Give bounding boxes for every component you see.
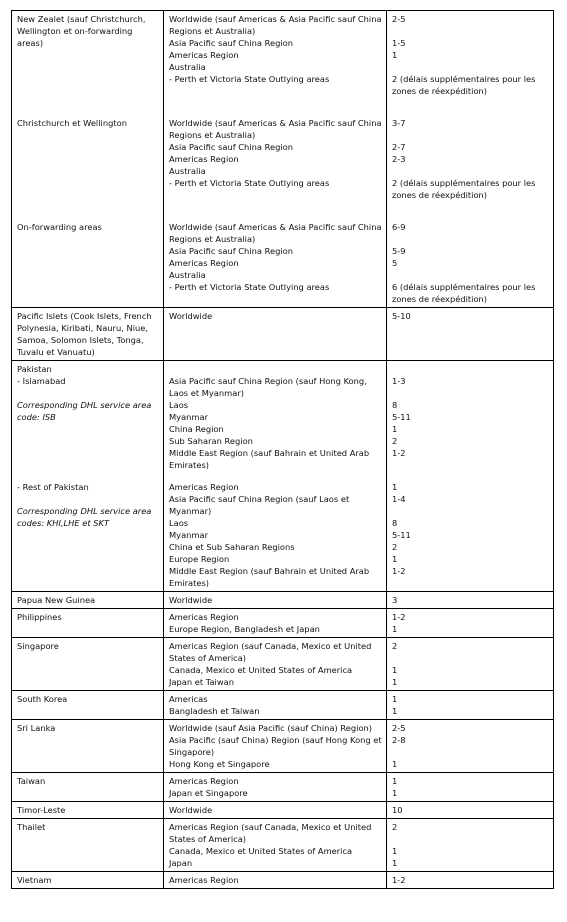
country-cell bbox=[12, 773, 164, 802]
transit-days-cell bbox=[387, 691, 554, 720]
destination-cell bbox=[164, 308, 387, 361]
transit-days-cell bbox=[387, 819, 554, 872]
destination-line: Americas Region bbox=[169, 482, 239, 492]
spacer bbox=[17, 387, 159, 399]
table-row bbox=[12, 819, 554, 872]
transit-days-value: 1 bbox=[392, 50, 398, 60]
origin-group bbox=[17, 693, 159, 717]
days-group bbox=[392, 221, 549, 305]
transit-days-cell bbox=[387, 609, 554, 638]
group-gap bbox=[17, 471, 159, 481]
transit-days-value: 1-2 bbox=[392, 448, 406, 458]
table-row bbox=[12, 609, 554, 638]
destination-line bbox=[169, 363, 382, 375]
destination-group bbox=[169, 594, 382, 606]
country-cell bbox=[12, 308, 164, 361]
country-cell bbox=[12, 720, 164, 773]
transit-days-value: 5-11 bbox=[392, 412, 411, 422]
destination-cell bbox=[164, 802, 387, 819]
transit-days-value: 2 bbox=[392, 822, 398, 832]
destination-line: Japan et Singapore bbox=[169, 788, 248, 798]
origin-label: - Rest of Pakistan bbox=[17, 482, 89, 492]
origin-label: Pakistan bbox=[17, 364, 52, 374]
origin-group bbox=[17, 117, 159, 201]
destination-cell bbox=[164, 720, 387, 773]
origin-group bbox=[17, 874, 159, 886]
destination-line: Asia Pacific sauf China Region bbox=[169, 142, 293, 152]
transit-days-cell bbox=[387, 592, 554, 609]
days-group bbox=[392, 693, 549, 717]
origin-label: Vietnam bbox=[17, 875, 52, 885]
group-gap bbox=[392, 201, 549, 221]
destination-line: Japan et Taiwan bbox=[169, 677, 234, 687]
origin-group bbox=[17, 481, 159, 589]
origin-group bbox=[17, 594, 159, 606]
group-gap bbox=[17, 201, 159, 221]
destination-group bbox=[169, 481, 382, 589]
service-area-note: Corresponding DHL service area code: ISB bbox=[17, 400, 152, 422]
destination-cell bbox=[164, 691, 387, 720]
transit-days-value: 1 bbox=[392, 694, 398, 704]
transit-days-value: 10 bbox=[392, 805, 403, 815]
destination-line: - Perth et Victoria State Outlying areas bbox=[169, 282, 330, 292]
days-group bbox=[392, 722, 549, 770]
destination-line: Americas Region (sauf Canada, Mexico et United States of America) bbox=[169, 641, 372, 663]
transit-days-value: 1 bbox=[392, 554, 398, 564]
transit-days-value: 1 bbox=[392, 677, 398, 687]
destination-line: Americas Region bbox=[169, 612, 239, 622]
table-row bbox=[12, 638, 554, 691]
destination-line: Asia Pacific sauf China Region (sauf Hong Kong, Laos et Myanmar) bbox=[169, 376, 367, 398]
transit-days-value: 2 bbox=[392, 542, 398, 552]
transit-time-table bbox=[11, 10, 554, 889]
destination-group bbox=[169, 693, 382, 717]
destination-line: China Region bbox=[169, 424, 224, 434]
transit-days-cell bbox=[387, 720, 554, 773]
days-group bbox=[392, 594, 549, 606]
transit-days-value: 3-7 bbox=[392, 118, 406, 128]
days-group bbox=[392, 804, 549, 816]
table-row bbox=[12, 361, 554, 592]
transit-days-cell bbox=[387, 11, 554, 308]
days-group bbox=[392, 821, 549, 869]
transit-days-value: 5-11 bbox=[392, 530, 411, 540]
destination-line: Europe Region bbox=[169, 554, 230, 564]
group-gap bbox=[392, 471, 549, 481]
table-row bbox=[12, 872, 554, 889]
destination-group bbox=[169, 117, 382, 201]
destination-group bbox=[169, 722, 382, 770]
destination-line: Americas Region bbox=[169, 776, 239, 786]
transit-days-value bbox=[392, 363, 549, 375]
table-row bbox=[12, 691, 554, 720]
transit-days-value: 1 bbox=[392, 424, 398, 434]
transit-days-value: 6 (délais supplémentaires pour les zones de réexpédition) bbox=[392, 282, 536, 304]
destination-line: Worldwide bbox=[169, 311, 213, 321]
destination-line: Bangladesh et Taiwan bbox=[169, 706, 260, 716]
transit-days-value: 1 bbox=[392, 759, 398, 769]
transit-days-value: 2 bbox=[392, 436, 398, 446]
destination-line: China et Sub Saharan Regions bbox=[169, 542, 295, 552]
destination-group bbox=[169, 821, 382, 869]
group-gap bbox=[169, 201, 382, 221]
destination-line: Americas Region bbox=[169, 50, 239, 60]
transit-days-value: 1-5 bbox=[392, 38, 406, 48]
country-cell bbox=[12, 819, 164, 872]
table-row bbox=[12, 11, 554, 308]
transit-days-value: 2-5 bbox=[392, 723, 406, 733]
destination-line: Americas Region bbox=[169, 258, 239, 268]
transit-days-value: 1 bbox=[392, 482, 398, 492]
destination-line: Laos bbox=[169, 400, 189, 410]
group-gap bbox=[169, 471, 382, 481]
transit-days-value bbox=[392, 165, 549, 177]
days-group bbox=[392, 640, 549, 688]
origin-label: Sri Lanka bbox=[17, 723, 56, 733]
origin-label: Papua New Guinea bbox=[17, 595, 96, 605]
destination-line: Americas Region bbox=[169, 875, 239, 885]
destination-line: Australia bbox=[169, 62, 206, 72]
transit-days-cell bbox=[387, 308, 554, 361]
destination-line: Japan bbox=[169, 858, 193, 868]
country-cell bbox=[12, 11, 164, 308]
transit-time-table-page bbox=[11, 10, 554, 889]
destination-line: Asia Pacific sauf China Region bbox=[169, 246, 293, 256]
origin-label: On-forwarding areas bbox=[17, 222, 102, 232]
service-area-note: Corresponding DHL service area codes: KHI,LHE et SKT bbox=[17, 506, 152, 528]
destination-line: Worldwide (sauf Asia Pacific (sauf China) Region) bbox=[169, 723, 373, 733]
days-group bbox=[392, 13, 549, 97]
origin-label: New Zealet (sauf Christchurch, Wellington et on-forwarding areas) bbox=[17, 14, 146, 48]
origin-group bbox=[17, 13, 159, 97]
origin-label: Singapore bbox=[17, 641, 59, 651]
group-gap bbox=[169, 97, 382, 117]
destination-group bbox=[169, 874, 382, 886]
destination-line: Hong Kong et Singapore bbox=[169, 759, 270, 769]
country-cell bbox=[12, 872, 164, 889]
destination-group bbox=[169, 640, 382, 688]
transit-days-value: 1 bbox=[392, 846, 398, 856]
transit-days-value: 1-2 bbox=[392, 875, 406, 885]
destination-line: Australia bbox=[169, 166, 206, 176]
transit-days-value: 1 bbox=[392, 665, 398, 675]
transit-days-cell bbox=[387, 872, 554, 889]
destination-line: Americas bbox=[169, 694, 208, 704]
origin-group bbox=[17, 722, 159, 770]
table-row bbox=[12, 802, 554, 819]
days-group bbox=[392, 117, 549, 201]
destination-line: Middle East Region (sauf Bahrain et United Arab Emirates) bbox=[169, 448, 370, 470]
transit-days-value: 2-8 bbox=[392, 735, 406, 745]
country-cell bbox=[12, 638, 164, 691]
origin-group bbox=[17, 821, 159, 869]
destination-group bbox=[169, 221, 382, 305]
country-cell bbox=[12, 361, 164, 592]
group-gap bbox=[17, 97, 159, 117]
origin-label: South Korea bbox=[17, 694, 68, 704]
origin-group bbox=[17, 221, 159, 305]
transit-days-value: 1 bbox=[392, 776, 398, 786]
destination-line: Europe Region, Bangladesh et Japan bbox=[169, 624, 320, 634]
transit-days-value bbox=[392, 61, 549, 73]
destination-line: Myanmar bbox=[169, 412, 208, 422]
destination-line: Canada, Mexico et United States of America bbox=[169, 665, 353, 675]
destination-line: Laos bbox=[169, 518, 189, 528]
table-row bbox=[12, 720, 554, 773]
days-group bbox=[392, 363, 549, 471]
destination-line: Asia Pacific sauf China Region (sauf Laos et Myanmar) bbox=[169, 494, 350, 516]
days-group bbox=[392, 310, 549, 358]
country-cell bbox=[12, 592, 164, 609]
destination-line: Middle East Region (sauf Bahrain et United Arab Emirates) bbox=[169, 566, 370, 588]
destination-cell bbox=[164, 11, 387, 308]
transit-days-value: 5 bbox=[392, 258, 398, 268]
transit-days-value: 8 bbox=[392, 400, 398, 410]
destination-cell bbox=[164, 872, 387, 889]
transit-days-value: 1-4 bbox=[392, 494, 406, 504]
destination-line: - Perth et Victoria State Outlying areas bbox=[169, 74, 330, 84]
destination-cell bbox=[164, 609, 387, 638]
origin-label: Taiwan bbox=[17, 776, 46, 786]
spacer bbox=[17, 493, 159, 505]
origin-group bbox=[17, 775, 159, 799]
transit-days-value: 2-3 bbox=[392, 154, 406, 164]
days-group bbox=[392, 874, 549, 886]
transit-days-value: 2 (délais supplémentaires pour les zones de réexpédition) bbox=[392, 178, 536, 200]
origin-label: - Islamabad bbox=[17, 376, 66, 386]
origin-label: Christchurch et Wellington bbox=[17, 118, 127, 128]
origin-group bbox=[17, 804, 159, 816]
table-row bbox=[12, 308, 554, 361]
transit-days-value: 1 bbox=[392, 858, 398, 868]
destination-line: Worldwide (sauf Americas & Asia Pacific sauf China Regions et Australia) bbox=[169, 222, 382, 244]
origin-group bbox=[17, 363, 159, 471]
destination-line: Sub Saharan Region bbox=[169, 436, 253, 446]
transit-days-value: 1 bbox=[392, 788, 398, 798]
transit-days-value: 5-9 bbox=[392, 246, 406, 256]
transit-days-value: 1-2 bbox=[392, 566, 406, 576]
origin-group bbox=[17, 640, 159, 688]
transit-days-value: 8 bbox=[392, 518, 398, 528]
destination-group bbox=[169, 13, 382, 97]
origin-label: Thailet bbox=[17, 822, 46, 832]
table-row bbox=[12, 592, 554, 609]
origin-label: Timor-Leste bbox=[17, 805, 66, 815]
transit-days-value: 1-2 bbox=[392, 612, 406, 622]
destination-line: Worldwide bbox=[169, 595, 213, 605]
transit-days-value: 1 bbox=[392, 624, 398, 634]
destination-line: Australia bbox=[169, 270, 206, 280]
transit-days-value: 5-10 bbox=[392, 311, 411, 321]
destination-cell bbox=[164, 361, 387, 592]
days-group bbox=[392, 611, 549, 635]
destination-line: - Perth et Victoria State Outlying areas bbox=[169, 178, 330, 188]
destination-line: Americas Region (sauf Canada, Mexico et United States of America) bbox=[169, 822, 372, 844]
transit-days-value: 2-7 bbox=[392, 142, 406, 152]
transit-days-value bbox=[392, 269, 549, 281]
destination-cell bbox=[164, 773, 387, 802]
destination-line: Worldwide (sauf Americas & Asia Pacific sauf China Regions et Australia) bbox=[169, 14, 382, 36]
transit-days-value: 1-3 bbox=[392, 376, 406, 386]
transit-days-cell bbox=[387, 773, 554, 802]
country-cell bbox=[12, 609, 164, 638]
destination-cell bbox=[164, 592, 387, 609]
destination-line: Worldwide (sauf Americas & Asia Pacific sauf China Regions et Australia) bbox=[169, 118, 382, 140]
transit-days-value: 2-5 bbox=[392, 14, 406, 24]
group-gap bbox=[392, 97, 549, 117]
transit-days-value: 2 bbox=[392, 641, 398, 651]
destination-group bbox=[169, 775, 382, 799]
destination-cell bbox=[164, 819, 387, 872]
origin-label: Philippines bbox=[17, 612, 62, 622]
origin-group bbox=[17, 310, 159, 358]
destination-group bbox=[169, 363, 382, 471]
origin-label: Pacific Islets (Cook Islets, French Polynesia, Kiribati, Nauru, Niue, Samoa, Solomon Islets, Tonga, Tuvalu et Vanuatu) bbox=[17, 311, 152, 357]
destination-line: Asia Pacific (sauf China) Region (sauf Hong Kong et Singapore) bbox=[169, 735, 382, 757]
country-cell bbox=[12, 691, 164, 720]
transit-days-cell bbox=[387, 802, 554, 819]
transit-days-cell bbox=[387, 638, 554, 691]
days-group bbox=[392, 775, 549, 799]
destination-line: Americas Region bbox=[169, 154, 239, 164]
transit-days-cell bbox=[387, 361, 554, 592]
destination-group bbox=[169, 804, 382, 816]
transit-days-value: 3 bbox=[392, 595, 398, 605]
transit-days-value: 2 (délais supplémentaires pour les zones de réexpédition) bbox=[392, 74, 536, 96]
destination-cell bbox=[164, 638, 387, 691]
origin-group bbox=[17, 611, 159, 635]
transit-days-value: 6-9 bbox=[392, 222, 406, 232]
destination-line: Myanmar bbox=[169, 530, 208, 540]
country-cell bbox=[12, 802, 164, 819]
destination-group bbox=[169, 611, 382, 635]
days-group bbox=[392, 481, 549, 589]
destination-line: Worldwide bbox=[169, 805, 213, 815]
destination-line: Asia Pacific sauf China Region bbox=[169, 38, 293, 48]
transit-days-value: 1 bbox=[392, 706, 398, 716]
table-row bbox=[12, 773, 554, 802]
destination-line: Canada, Mexico et United States of America bbox=[169, 846, 353, 856]
destination-group bbox=[169, 310, 382, 358]
